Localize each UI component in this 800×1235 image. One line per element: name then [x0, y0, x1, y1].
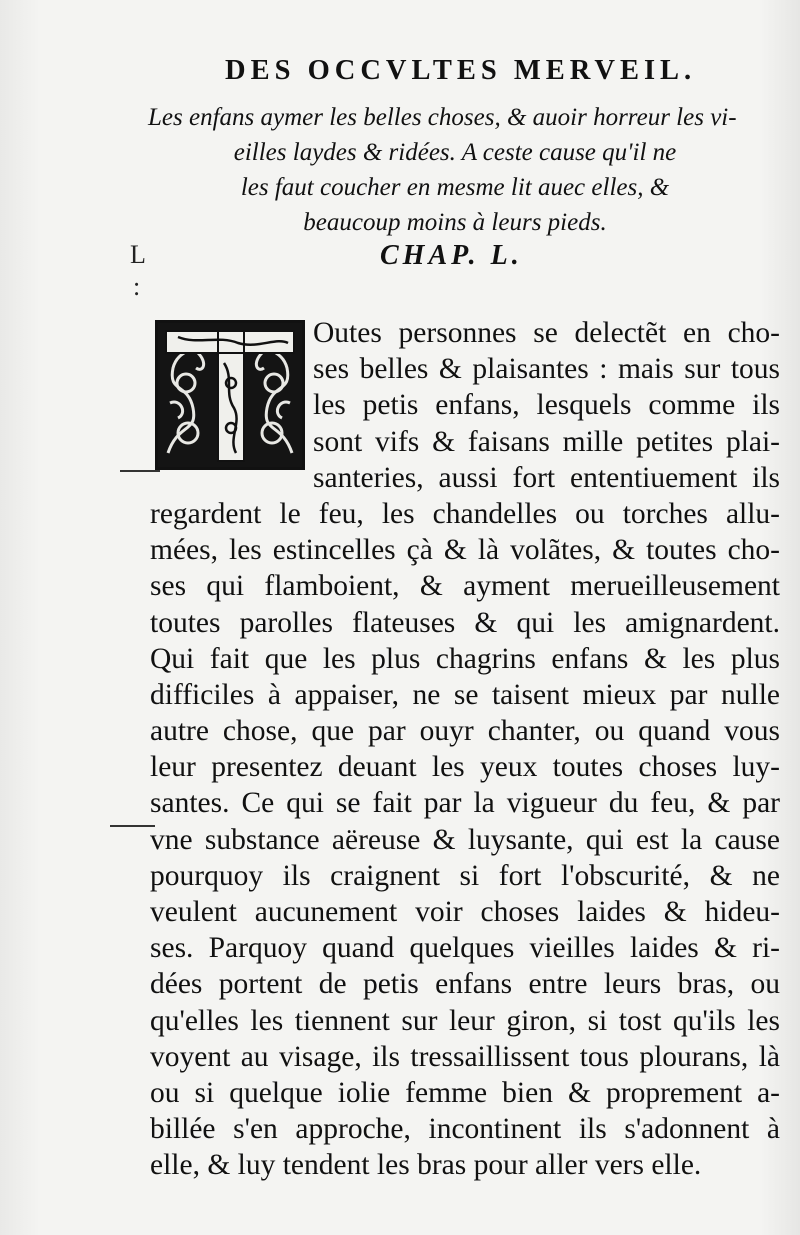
summary-line: Les enfans aymer les belles choses, & auoir horreur les vi-	[148, 104, 737, 131]
body-line: Outes personnes se delectẽt en cho-	[313, 317, 780, 349]
body-line: sont vifs & faisans mille petites plai-	[313, 425, 780, 458]
body-line: les petis enfans, lesquels comme ils	[313, 389, 780, 422]
body-line: mées, les estincelles çà & là volãtes, & toutes cho-	[150, 534, 780, 567]
chapter-heading: CHAP. L.	[380, 240, 523, 271]
margin-rule	[110, 825, 155, 827]
body-line: pourquoy ils craignent si fort l'obscurité, & ne	[150, 859, 780, 892]
running-head: DES OCCVLTES MERVEIL.	[225, 55, 697, 86]
body-line: qu'elles les tiennent sur leur giron, si tost qu'ils les	[150, 1004, 780, 1037]
body-line: Qui fait que les plus chagrins enfans & les plus	[150, 642, 780, 675]
margin-note-mark: L	[130, 240, 146, 269]
body-line: santes. Ce qui se fait par la vigueur du feu, & par	[150, 787, 780, 820]
body-line: regardent le feu, les chandelles ou torches allu-	[150, 497, 780, 530]
summary-line: eilles laydes & ridées. A ceste cause qu'il ne	[233, 139, 677, 166]
body-line: voyent au visage, ils tressaillissent tous plourans, là	[150, 1040, 780, 1073]
body-line: elle, & luy tendent les bras pour aller vers elle.	[150, 1149, 702, 1182]
body-line: billée s'en approche, incontinent ils s'adonnent à	[150, 1113, 780, 1146]
body-line: veulent aucunement voir choses laides & hideu-	[150, 896, 780, 928]
body-line: dées portent de petis enfans entre leurs bras, ou	[150, 968, 780, 1001]
body-line: vne substance aëreuse & luysante, qui est la cause	[150, 823, 780, 856]
body-line: santeries, aussi fort ententiuement ils	[313, 461, 780, 494]
chapter-summary	[140, 100, 770, 240]
chapter-body	[150, 315, 780, 1184]
margin-note-mark: :	[133, 272, 141, 301]
body-line: ou si quelque iolie femme bien & proprement a-	[150, 1076, 780, 1109]
body-line: ses belles & plaisantes : mais sur tous	[313, 353, 780, 386]
summary-line: beaucoup moins à leurs pieds.	[303, 209, 607, 236]
body-line: toutes parolles flateuses & qui les amignardent.	[150, 606, 780, 639]
body-line: ses. Parquoy quand quelques vieilles laides & ri-	[150, 932, 780, 965]
body-line: leur presentez deuant les yeux toutes choses luy-	[150, 751, 780, 784]
summary-line: les faut coucher en mesme lit auec elles, &	[240, 174, 670, 201]
body-line: ses qui flamboient, & ayment merueilleusement	[150, 570, 780, 603]
body-line: difficiles à appaiser, ne se taisent mieux par nulle	[150, 678, 780, 711]
body-line: autre chose, que par ouyr chanter, ou quand vous	[150, 715, 780, 748]
